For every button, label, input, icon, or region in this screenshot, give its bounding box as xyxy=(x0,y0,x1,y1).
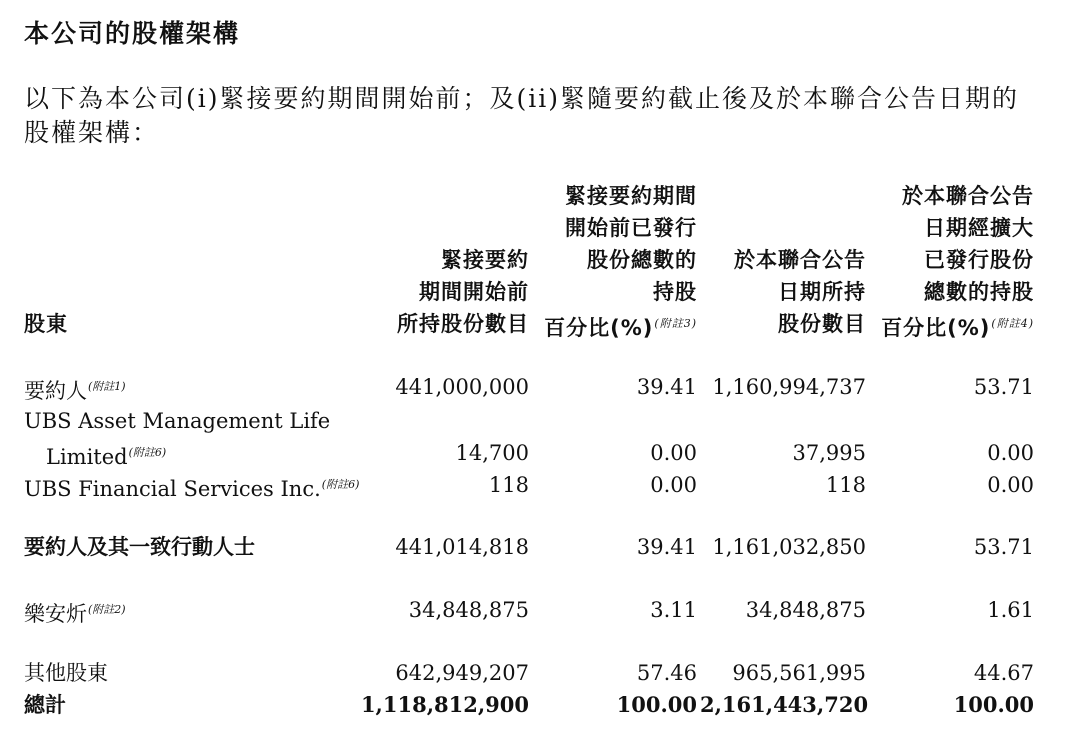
cell-shares-now: 1,161,032,850 xyxy=(712,535,866,559)
section-title: 本公司的股權架構 xyxy=(24,19,241,48)
intro-paragraph: 以下為本公司(i)緊接要約期間開始前；及(ii)緊隨要約截止後及於本聯合公告日期的股權架構： xyxy=(24,84,1020,147)
row-label: 其他股東 xyxy=(24,661,108,685)
cell-shares-before: 14,700 xyxy=(455,441,529,465)
row-label-line2: Limited$^{(附註6)}$ xyxy=(46,445,167,469)
row-label: 要約人及其一致行動人士 xyxy=(24,535,255,559)
cell-shares-before: 34,848,875 xyxy=(408,598,529,622)
cell-pct-now: 53.71 xyxy=(973,375,1034,399)
row-label: 要約人$^{(附註1)}$ xyxy=(24,379,126,403)
header-col4: 於本聯合公告 日期經擴大 已發行股份 總數的持股 百分比(%)$^{(附註4)}$ xyxy=(881,184,1034,340)
cell-shares-now: 965,561,995 xyxy=(732,661,866,685)
cell-pct-before: 39.41 xyxy=(636,535,697,559)
row-label: UBS Financial Services Inc.$^{(附註6)}$ xyxy=(24,477,360,501)
cell-shares-now: 37,995 xyxy=(792,441,866,465)
cell-shares-now: 2,161,443,720 xyxy=(700,692,869,717)
header-col1: 緊接要約 期間開始前 所持股份數目 xyxy=(397,248,529,336)
cell-pct-before: 100.00 xyxy=(616,692,697,717)
cell-pct-before: 0.00 xyxy=(650,473,697,497)
cell-shares-before: 642,949,207 xyxy=(395,661,529,685)
cell-pct-before: 57.46 xyxy=(636,661,697,685)
cell-shares-now: 34,848,875 xyxy=(745,598,866,622)
cell-pct-before: 39.41 xyxy=(636,375,697,399)
cell-shares-now: 118 xyxy=(825,473,866,497)
header-col2: 緊接要約期間 開始前已發行 股份總數的 持股 百分比(%)$^{(附註3)}$ xyxy=(544,184,697,340)
cell-pct-before: 0.00 xyxy=(650,441,697,465)
cell-pct-now: 53.71 xyxy=(973,535,1034,559)
cell-pct-now: 100.00 xyxy=(953,692,1034,717)
cell-shares-before: 441,014,818 xyxy=(395,535,529,559)
cell-pct-now: 0.00 xyxy=(987,441,1034,465)
header-col3: 於本聯合公告 日期所持 股份數目 xyxy=(734,248,866,336)
cell-shares-now: 1,160,994,737 xyxy=(712,375,866,399)
cell-shares-before: 441,000,000 xyxy=(395,375,529,399)
cell-shares-before: 1,118,812,900 xyxy=(360,692,529,717)
cell-pct-now: 0.00 xyxy=(987,473,1034,497)
header-shareholder: 股東 xyxy=(24,312,68,336)
row-label: 總計 xyxy=(24,693,66,717)
cell-shares-before: 118 xyxy=(488,473,529,497)
row-label-line1: UBS Asset Management Life xyxy=(24,409,331,433)
cell-pct-before: 3.11 xyxy=(650,598,697,622)
cell-pct-now: 1.61 xyxy=(987,598,1034,622)
row-label: 樂安炘$^{(附註2)}$ xyxy=(24,602,126,626)
cell-pct-now: 44.67 xyxy=(973,661,1034,685)
